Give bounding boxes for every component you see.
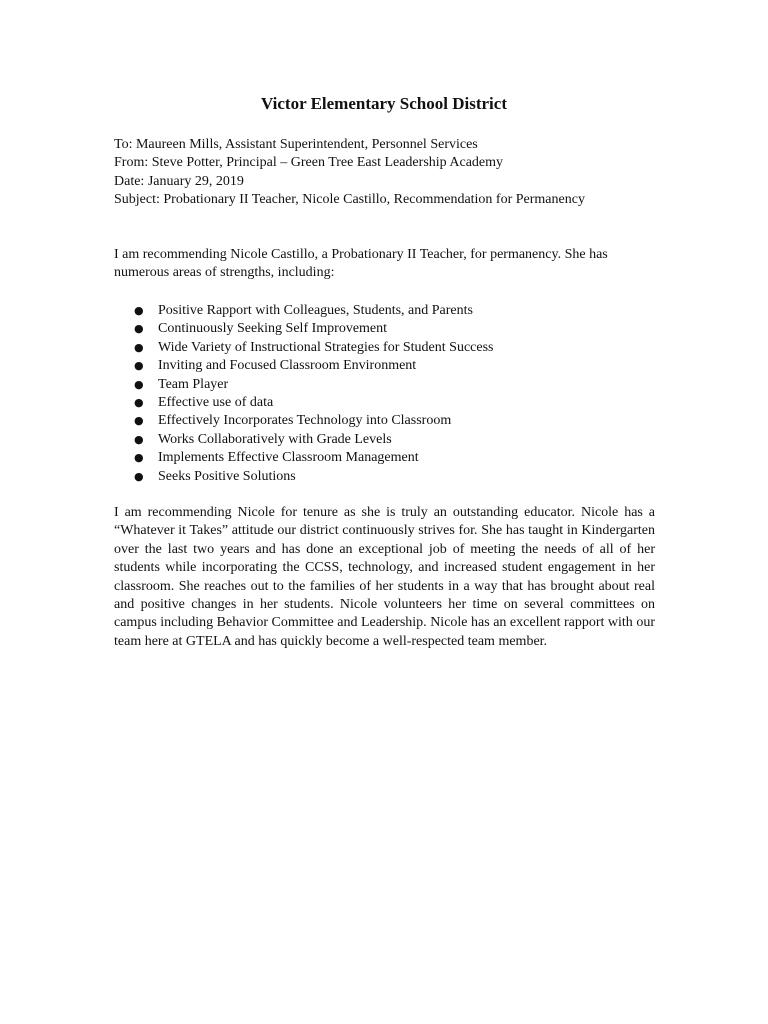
list-item-text: Wide Variety of Instructional Strategies for Student Success xyxy=(158,339,494,355)
list-item-text: Works Collaboratively with Grade Levels xyxy=(158,431,392,447)
list-item-text: Effective use of data xyxy=(158,395,274,411)
bullet-icon: ● xyxy=(134,359,144,373)
bullet-icon: ● xyxy=(134,396,144,410)
list-item xyxy=(114,320,659,338)
list-item-text: Continuously Seeking Self Improvement xyxy=(158,321,388,337)
list-item xyxy=(114,376,659,394)
list-item xyxy=(114,431,659,449)
list-item xyxy=(114,412,659,430)
memo-from: From: Steve Potter, Principal – Green Tree East Leadership Academy xyxy=(114,155,504,171)
list-item xyxy=(114,449,659,467)
bullet-icon: ● xyxy=(134,322,144,336)
strengths-list xyxy=(114,302,659,486)
body-paragraph: I am recommending Nicole for tenure as she is truly an outstanding educator. Nicole has a “Whatever it Takes” attitude our district continuously strives for. She has taught in Kindergarten over the last two years and has done an exceptional job of meeting the needs of all of her students while incorporating the CCSS, technology, and increased student engagement in her classroom. She reaches out to the families of her students in a way that has brought about real and positive changes in her students. Nicole volunteers her time on several committees on campus including Behavior Committee and Leadership. Nicole has an excellent rapport with our team here at GTELA and has quickly become a well-respected team member. xyxy=(114,505,655,649)
memo-header xyxy=(114,136,674,210)
memo-to: To: Maureen Mills, Assistant Superintendent, Personnel Services xyxy=(114,137,478,152)
bullet-icon: ● xyxy=(134,377,144,391)
list-item xyxy=(114,302,659,320)
bullet-icon: ● xyxy=(134,469,144,483)
memo-date: Date: January 29, 2019 xyxy=(114,173,244,189)
bullet-icon: ● xyxy=(134,340,144,354)
list-item-text: Inviting and Focused Classroom Environment xyxy=(158,358,417,374)
list-item xyxy=(114,357,659,375)
list-item xyxy=(114,468,659,486)
bullet-icon: ● xyxy=(134,432,144,446)
intro-paragraph: I am recommending Nicole Castillo, a Probationary II Teacher, for permanency. She has numerous areas of strengths, including: xyxy=(114,247,608,281)
document-title: Victor Elementary School District xyxy=(261,94,507,113)
list-item-text: Team Player xyxy=(158,376,229,392)
bullet-icon: ● xyxy=(134,414,144,428)
list-item-text: Positive Rapport with Colleagues, Students, and Parents xyxy=(158,303,473,318)
list-item-text: Seeks Positive Solutions xyxy=(158,468,296,484)
bullet-icon: ● xyxy=(134,451,144,465)
list-item-text: Effectively Incorporates Technology into Classroom xyxy=(158,413,452,429)
memo-subject: Subject: Probationary II Teacher, Nicole Castillo, Recommendation for Permanency xyxy=(114,192,585,208)
list-item xyxy=(114,394,659,412)
list-item xyxy=(114,339,659,357)
bullet-icon: ● xyxy=(134,304,144,317)
list-item-text: Implements Effective Classroom Management xyxy=(158,450,419,466)
